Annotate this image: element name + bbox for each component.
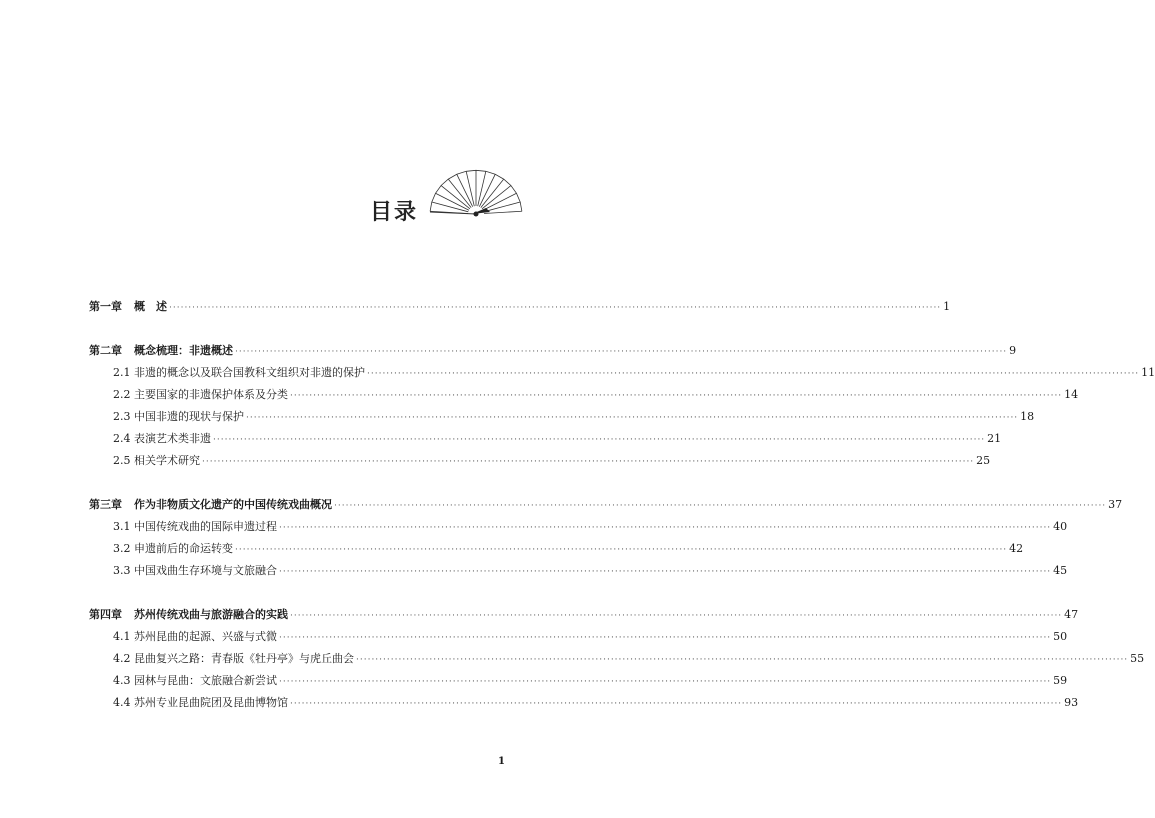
toc-spacer — [89, 318, 507, 340]
toc-section-entry[interactable] — [89, 362, 1155, 384]
toc-spacer — [89, 472, 507, 494]
toc-section-entry[interactable] — [89, 406, 1035, 428]
page-title: 目录 — [370, 200, 419, 225]
page-reference: 59 — [1053, 674, 1068, 687]
dot-leader: ········································································································································································································ — [213, 435, 986, 445]
section-title: 4.4 苏州专业昆曲院团及昆曲博物馆 — [113, 696, 288, 709]
dot-leader: ········································································································································································································ — [356, 655, 1129, 665]
table-of-contents — [89, 296, 1155, 714]
chapter-title: 苏州传统戏曲与旅游融合的实践 — [134, 608, 288, 621]
chapter-heading — [89, 604, 288, 626]
chapter-title: 概念梳理：非遗概述 — [134, 344, 233, 357]
toc-chapter-entry[interactable] — [89, 296, 951, 318]
page-reference: 40 — [1053, 520, 1068, 533]
dot-leader: ········································································································································································································ — [235, 347, 1008, 357]
page-reference: 37 — [1108, 498, 1123, 511]
dot-leader: ········································································································································································································ — [290, 611, 1063, 621]
section-title: 2.1 非遗的概念以及联合国教科文组织对非遗的保护 — [113, 366, 365, 379]
dot-leader: ········································································································································································································ — [169, 303, 942, 313]
page-reference: 42 — [1009, 542, 1024, 555]
toc-chapter-entry[interactable] — [89, 340, 1017, 362]
chapter-heading — [89, 296, 167, 318]
chapter-title: 作为非物质文化遗产的中国传统戏曲概况 — [134, 498, 332, 511]
section-title: 3.2 申遗前后的命运转变 — [113, 542, 233, 555]
toc-section-entry[interactable] — [89, 692, 1079, 714]
toc-spacer — [89, 582, 507, 604]
toc-chapter-entry[interactable] — [89, 494, 1123, 516]
toc-section-entry[interactable] — [89, 670, 1068, 692]
section-title: 3.1 中国传统戏曲的国际申遗过程 — [113, 520, 277, 533]
toc-section-entry[interactable] — [89, 428, 1002, 450]
chapter-number: 第三章 — [89, 498, 122, 511]
section-title: 2.4 表演艺术类非遗 — [113, 432, 211, 445]
page-reference: 93 — [1064, 696, 1079, 709]
page-reference: 45 — [1053, 564, 1068, 577]
dot-leader: ········································································································································································································ — [202, 457, 975, 467]
chapter-number: 第四章 — [89, 608, 122, 621]
section-title: 2.3 中国非遗的现状与保护 — [113, 410, 244, 423]
toc-section-entry[interactable] — [89, 648, 1145, 670]
page-number: 1 — [498, 756, 505, 767]
toc-section-entry[interactable] — [89, 450, 991, 472]
dot-leader: ········································································································································································································ — [279, 677, 1052, 687]
chapter-title: 概 述 — [134, 300, 167, 313]
chapter-number: 第一章 — [89, 300, 122, 313]
dot-leader: ········································································································································································································ — [334, 501, 1107, 511]
toc-chapter-entry[interactable] — [89, 604, 1079, 626]
dot-leader: ········································································································································································································ — [290, 391, 1063, 401]
dot-leader: ········································································································································································································ — [290, 699, 1063, 709]
section-title: 3.3 中国戏曲生存环境与文旅融合 — [113, 564, 277, 577]
page-reference: 9 — [1009, 344, 1017, 357]
page-reference: 55 — [1130, 652, 1145, 665]
section-title: 2.2 主要国家的非遗保护体系及分类 — [113, 388, 288, 401]
dot-leader: ········································································································································································································ — [367, 369, 1140, 379]
chapter-heading — [89, 340, 233, 362]
page-reference: 50 — [1053, 630, 1068, 643]
toc-section-entry[interactable] — [89, 516, 1068, 538]
page-reference: 25 — [976, 454, 991, 467]
page-reference: 11 — [1141, 366, 1155, 379]
dot-leader: ········································································································································································································ — [279, 523, 1052, 533]
section-title: 2.5 相关学术研究 — [113, 454, 200, 467]
page-reference: 18 — [1020, 410, 1035, 423]
section-title: 4.2 昆曲复兴之路：青春版《牡丹亭》与虎丘曲会 — [113, 652, 354, 665]
page-reference: 21 — [987, 432, 1002, 445]
section-title: 4.1 苏州昆曲的起源、兴盛与式微 — [113, 630, 277, 643]
chapter-number: 第二章 — [89, 344, 122, 357]
toc-section-entry[interactable] — [89, 626, 1068, 648]
toc-section-entry[interactable] — [89, 384, 1079, 406]
toc-section-entry[interactable] — [89, 538, 1024, 560]
toc-section-entry[interactable] — [89, 560, 1068, 582]
page-reference: 1 — [943, 300, 951, 313]
dot-leader: ········································································································································································································ — [246, 413, 1019, 423]
page-reference: 14 — [1064, 388, 1079, 401]
page-reference: 47 — [1064, 608, 1079, 621]
dot-leader: ········································································································································································································ — [279, 567, 1052, 577]
dot-leader: ········································································································································································································ — [235, 545, 1008, 555]
folding-fan-icon — [424, 168, 516, 218]
section-title: 4.3 园林与昆曲：文旅融合新尝试 — [113, 674, 277, 687]
chapter-heading — [89, 494, 332, 516]
dot-leader: ········································································································································································································ — [279, 633, 1052, 643]
